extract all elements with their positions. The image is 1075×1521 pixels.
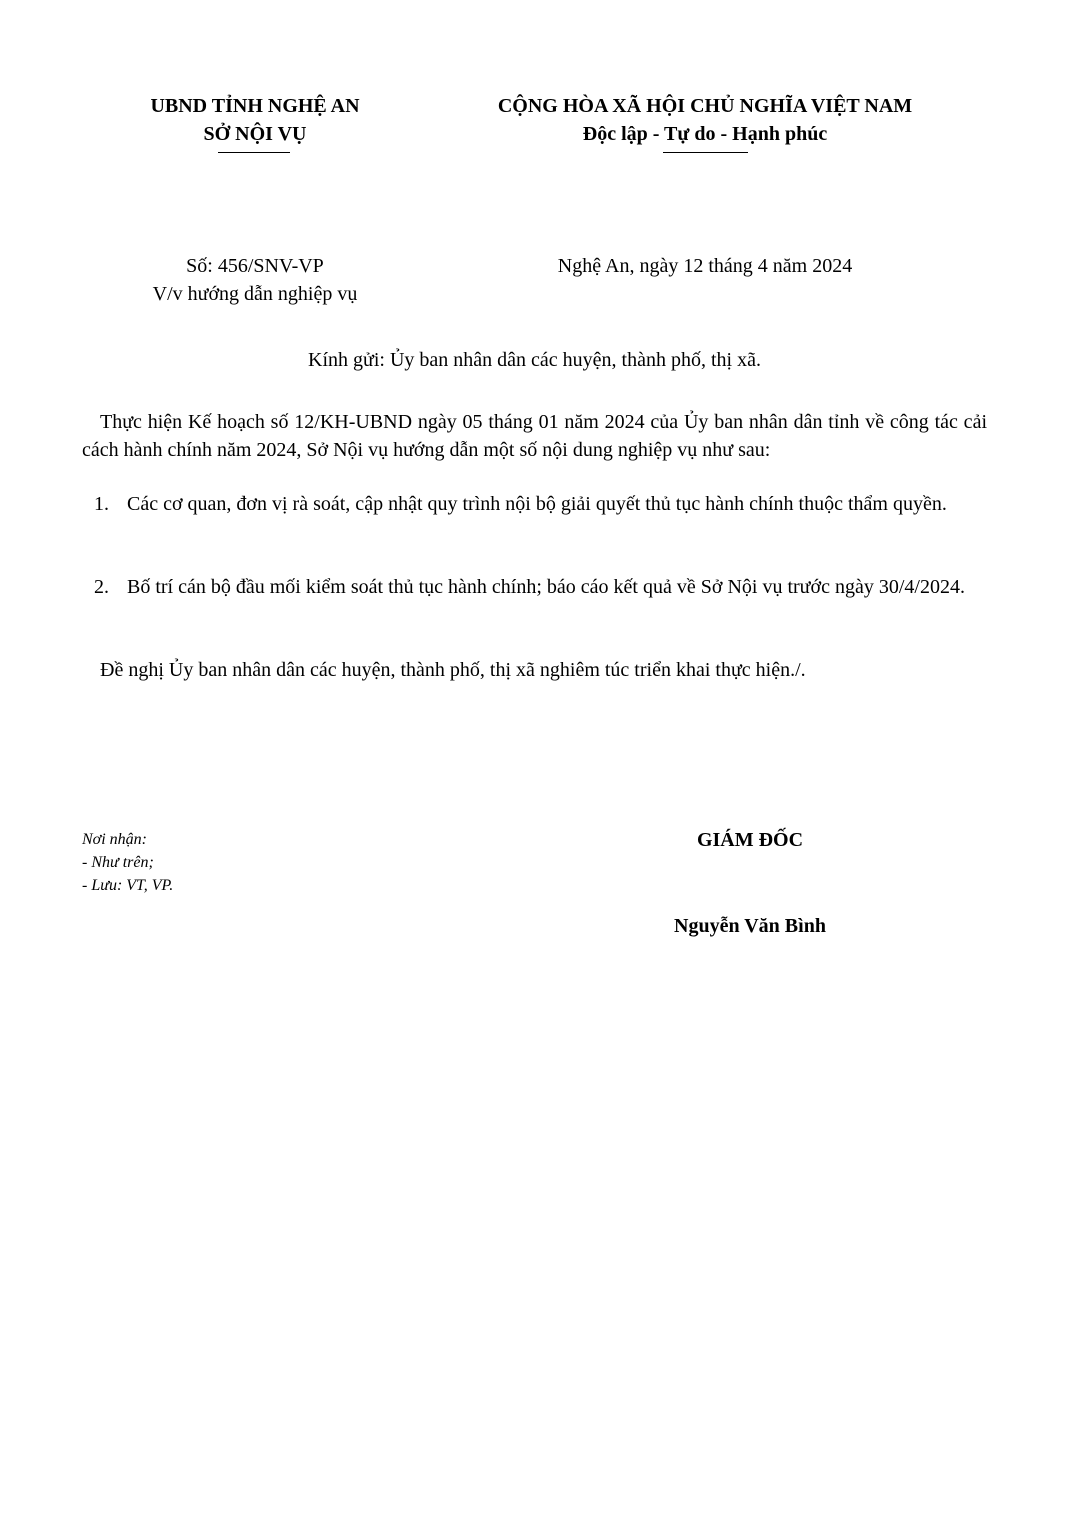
nation-name: CỘNG HÒA XÃ HỘI CHỦ NGHĨA VIỆT NAM (497, 95, 913, 117)
recipients-label: Nơi nhận: (82, 831, 147, 848)
recipients-block (82, 828, 382, 897)
document-subject: V/v hướng dẫn nghiệp vụ (152, 283, 358, 305)
recipient-line: - Như trên; (82, 854, 154, 871)
agency-name: SỞ NỘI VỤ (203, 123, 307, 145)
recipient-line: - Lưu: VT, VP. (82, 877, 174, 894)
motto-underline (663, 152, 748, 153)
document-number: Số: 456/SNV-VP (186, 255, 324, 277)
national-motto: Độc lập - Tự do - Hạnh phúc (582, 123, 828, 145)
list-item-text: Các cơ quan, đơn vị rà soát, cập nhật quy trình nội bộ giải quyết thủ tục hành chính thuộc thẩm quyền. (127, 493, 947, 515)
signer-name: Nguyễn Văn Bình (674, 915, 826, 937)
list-item (82, 573, 987, 601)
closing-paragraph: Đề nghị Ủy ban nhân dân các huyện, thành phố, thị xã nghiêm túc triển khai thực hiện./. (100, 659, 806, 681)
salutation: Kính gửi: Ủy ban nhân dân các huyện, thành phố, thị xã. (308, 349, 761, 371)
list-item (82, 490, 987, 518)
list-item-number: 1. (94, 493, 109, 515)
signer-title: GIÁM ĐỐC (696, 829, 804, 851)
issuing-agency-block (110, 92, 400, 148)
agency-underline (218, 152, 290, 153)
agency-parent: UBND TỈNH NGHỆ AN (150, 95, 360, 117)
reference-block (110, 252, 400, 308)
national-header-block (450, 92, 960, 148)
list-item-number: 2. (94, 576, 109, 598)
intro-paragraph: Thực hiện Kế hoạch số 12/KH-UBND ngày 05 tháng 01 năm 2024 của Ủy ban nhân dân tỉnh về công tác cải cách hành chính năm 2024, Sở Nội vụ hướng dẫn một số nội dung nghiệp vụ như sau: (82, 411, 987, 461)
list-item-text: Bố trí cán bộ đầu mối kiểm soát thủ tục hành chính; báo cáo kết quả về Sở Nội vụ trước ngày 30/4/2024. (127, 576, 965, 598)
place-date: Nghệ An, ngày 12 tháng 4 năm 2024 (557, 255, 853, 277)
